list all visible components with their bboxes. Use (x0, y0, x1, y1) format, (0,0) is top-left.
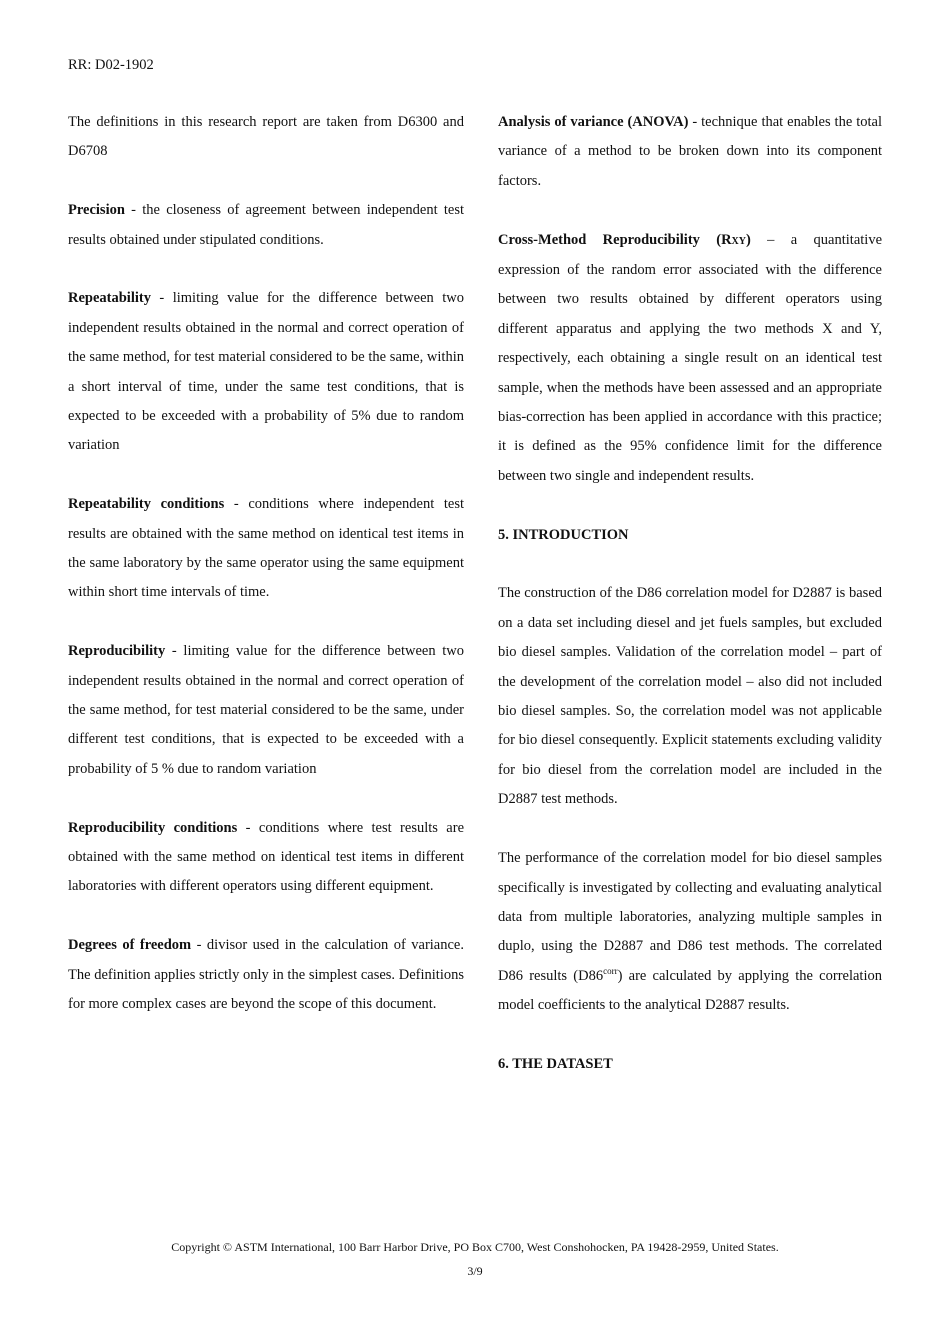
definition-reproducibility-conditions (68, 814, 464, 902)
section-heading-introduction: 5. INTRODUCTION (498, 526, 629, 543)
document-id-header: RR: D02-1902 (68, 57, 154, 73)
page-number: 3/9 (467, 1264, 483, 1278)
definition-term: Precision (68, 202, 125, 219)
definition-term: Repeatability (68, 290, 151, 307)
introduction-paragraph-2 (498, 844, 882, 1020)
definition-text: - divisor used in the calculation of variance. The definition applies strictly only in the simplest cases. Definitions for more complex cases are beyond the scope of this document. (68, 937, 464, 1013)
definition-text: - conditions where independent test results are obtained with the same method on identical test items in the same laboratory by the same operator using the same equipment within short time intervals of time. (68, 496, 465, 601)
definition-degrees-of-freedom (68, 931, 464, 1019)
definition-text: – a quantitative expression of the random error associated with the difference between two results obtained by different operators using different apparatus and applying the two methods X and Y, respectively, each obtaining a single result on an identical test sample, when the methods have been assessed and an appropriate bias-correction has been applied in accordance with this practice; it is defined as the 95% confidence limit for the difference between two single and independent results. (498, 231, 883, 484)
definition-text: - technique that enables the total variance of a method to be broken down into its component factors. (498, 114, 882, 189)
definition-term-label: Cross-Method Reproducibility (R (498, 231, 732, 248)
definition-text: - the closeness of agreement between independent test results obtained under stipulated conditions. (68, 202, 464, 248)
copyright-footer: Copyright © ASTM International, 100 Barr Harbor Drive, PO Box C700, West Conshohocken, PA 19428-2959, United States. (171, 1240, 779, 1254)
corr-superscript: corr (603, 965, 618, 976)
paragraph-text: The performance of the correlation model for bio diesel samples specifically is investigated by collecting and evaluating analytical data from multiple laboratories, analyzing multiple samples in duplo, using the D2887 and D86 test methods. The correlated D86 results (D86 (498, 850, 882, 984)
paragraph-text: ) are calculated by applying the correlation model coefficients to the analytical D2887 results. (498, 967, 882, 1014)
definition-term: Repeatability conditions (68, 496, 225, 513)
definition-anova (498, 108, 882, 196)
definition-repeatability (68, 284, 464, 460)
definition-text: - limiting value for the difference between two independent results obtained in the normal and correct operation of the same method, for test material considered to be the same, within a short interval of time, under the same test conditions, that is expected to be exceeded with a probability of 5% due to random variation (68, 290, 464, 454)
definition-term: Reproducibility (68, 643, 166, 660)
definition-cross-method-reproducibility (498, 226, 882, 492)
definition-text: - limiting value for the difference between two independent results obtained in the normal and correct operation of the same method, for test material considered to be the same, under different test conditions, that is expected to be exceeded with a probability of 5 % due to random variation (68, 643, 464, 777)
section-heading-dataset: 6. THE DATASET (498, 1055, 613, 1072)
definition-term-close: ) (746, 231, 751, 248)
introduction-paragraph-1: The construction of the D86 correlation model for D2887 is based on a data set including diesel and jet fuels samples, but excluded bio diesel samples. Validation of the correlation model – part of the development of the correlation model – also did not included bio diesel samples. So, the correlation model was not applicable for bio diesel consequently. Explicit statements excluding validity for bio diesel from the correlation model are included in the D2887 test methods. (498, 585, 882, 808)
definition-term (498, 232, 751, 248)
right-column (498, 108, 882, 1109)
definition-text: - conditions where test results are obtained with the same method on identical test items in different laboratories with different operators using different equipment. (68, 819, 465, 895)
definition-term: Degrees of freedom (68, 937, 192, 954)
definition-precision (68, 196, 464, 255)
intro-paragraph: The definitions in this research report are taken from D6300 and D6708 (68, 114, 464, 160)
definition-term: Analysis of variance (ANOVA) (498, 114, 689, 130)
definition-repeatability-conditions (68, 490, 464, 608)
definition-term: Reproducibility conditions (68, 819, 238, 836)
definition-reproducibility (68, 637, 464, 784)
rxy-subscript: XY (731, 235, 746, 247)
left-column (68, 108, 464, 1020)
